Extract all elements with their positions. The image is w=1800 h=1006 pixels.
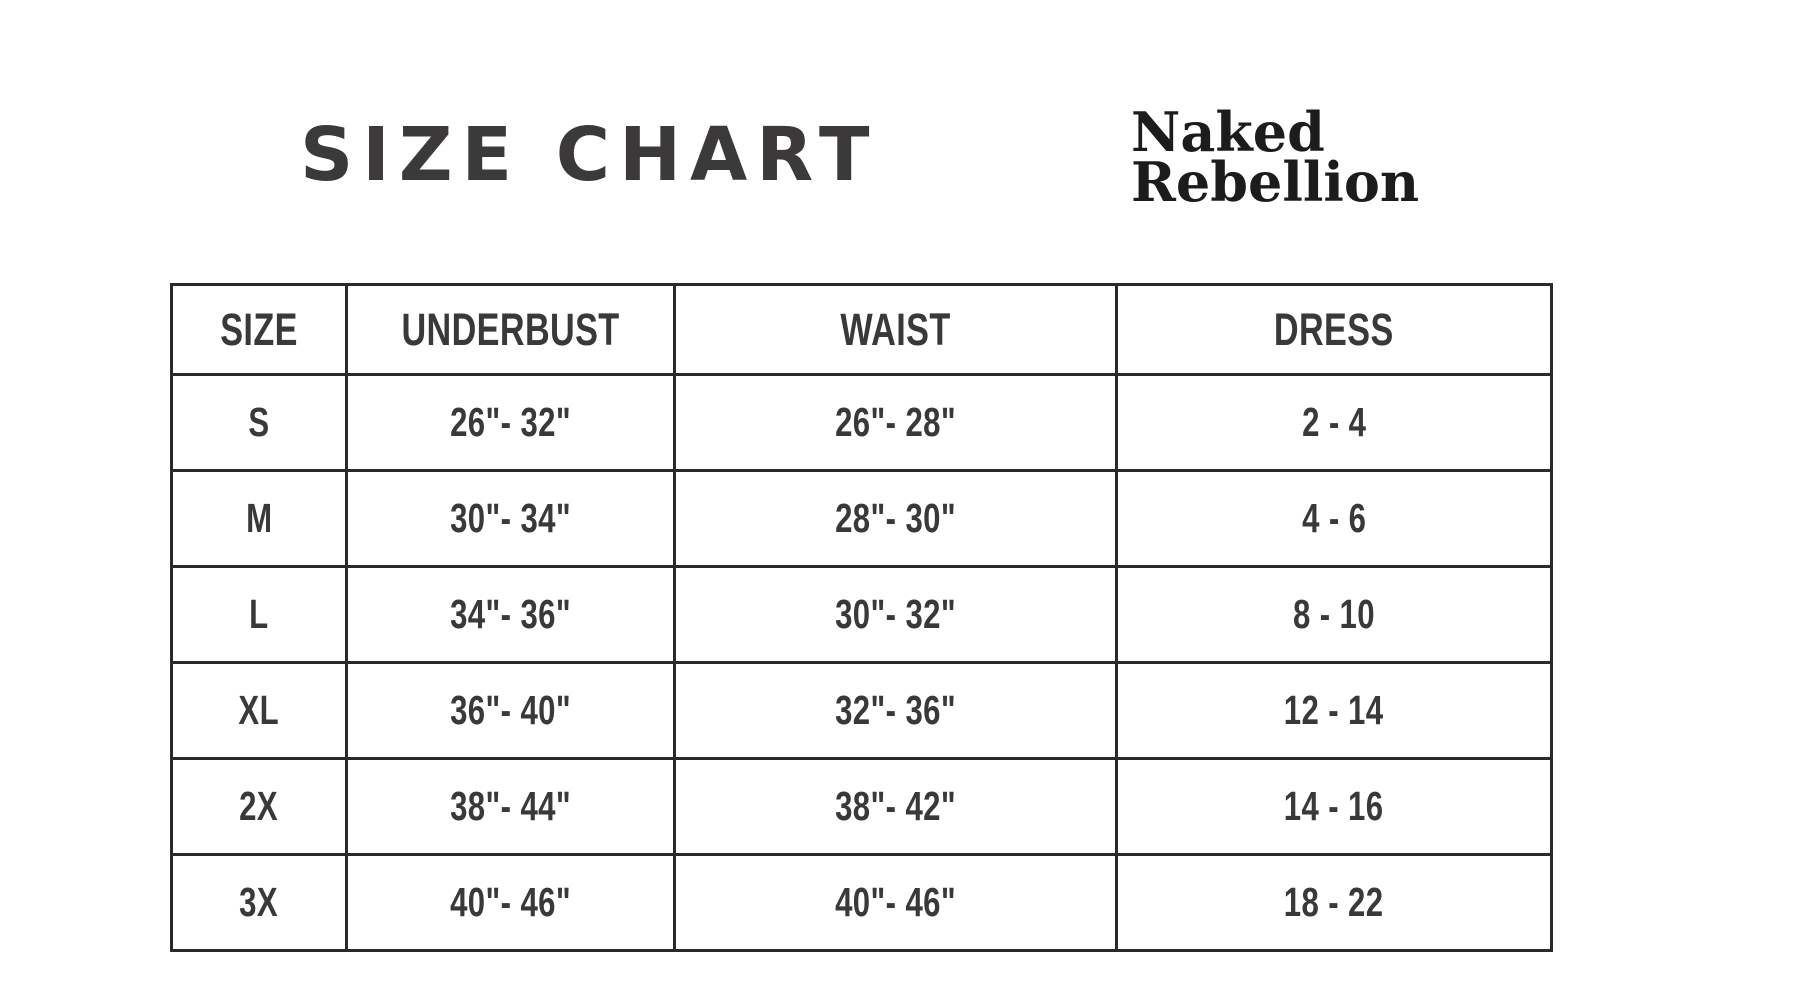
cell-value: 30"- 32" [835,591,956,637]
cell-value: 28"- 30" [835,495,956,541]
header-cell-underbust [347,285,675,375]
table-row-m [172,471,1552,567]
cell-value: 2X [239,783,279,829]
cell-value: 26"- 32" [450,399,571,445]
cell-value: 14 - 16 [1284,783,1384,829]
header-label: SIZE [220,303,298,355]
cell-value: 2 - 4 [1301,399,1367,445]
underbust-cell [347,663,675,759]
dress-cell [1117,759,1552,855]
size-cell [172,855,347,951]
waist-cell [675,759,1117,855]
cell-value: XL [238,687,280,733]
table-row-3x [172,855,1552,951]
brand-logo-line1: Naked [1131,100,1325,164]
cell-value: 12 - 14 [1284,687,1384,733]
cell-value: 38"- 42" [835,783,956,829]
dress-cell [1117,567,1552,663]
header-cell-dress [1117,285,1552,375]
table-row-l [172,567,1552,663]
cell-value: 40"- 46" [450,879,571,925]
waist-cell [675,375,1117,471]
cell-value: 32"- 36" [835,687,956,733]
size-cell [172,567,347,663]
header-label: DRESS [1274,303,1394,355]
table-row-s [172,375,1552,471]
brand-logo [1131,100,1420,214]
cell-value: 26"- 28" [835,399,956,445]
underbust-cell [347,567,675,663]
underbust-cell [347,855,675,951]
header-label: WAIST [840,303,951,355]
cell-value: 40"- 46" [835,879,956,925]
size-cell [172,375,347,471]
dress-cell [1117,663,1552,759]
page-title: SIZE CHART [300,112,879,198]
size-cell [172,471,347,567]
waist-cell [675,471,1117,567]
header-cell-waist [675,285,1117,375]
underbust-cell [347,375,675,471]
cell-value: 18 - 22 [1284,879,1384,925]
cell-value: 4 - 6 [1301,495,1367,541]
table-row-2x [172,759,1552,855]
waist-cell [675,567,1117,663]
dress-cell [1117,375,1552,471]
size-cell [172,663,347,759]
dress-cell [1117,855,1552,951]
size-chart-table [170,283,1553,952]
header-row [172,285,1552,375]
header-cell-size [172,285,347,375]
underbust-cell [347,759,675,855]
table-row-xl [172,663,1552,759]
underbust-cell [347,471,675,567]
cell-value: 38"- 44" [450,783,571,829]
cell-value: L [249,591,269,637]
header-label: UNDERBUST [401,303,620,355]
waist-cell [675,855,1117,951]
dress-cell [1117,471,1552,567]
cell-value: S [248,399,270,445]
cell-value: 36"- 40" [450,687,571,733]
cell-value: 34"- 36" [450,591,571,637]
cell-value: M [245,495,273,541]
cell-value: 8 - 10 [1293,591,1375,637]
cell-value: 30"- 34" [450,495,571,541]
brand-logo-line2: Rebellion [1131,149,1420,214]
cell-value: 3X [239,879,279,925]
size-cell [172,759,347,855]
waist-cell [675,663,1117,759]
